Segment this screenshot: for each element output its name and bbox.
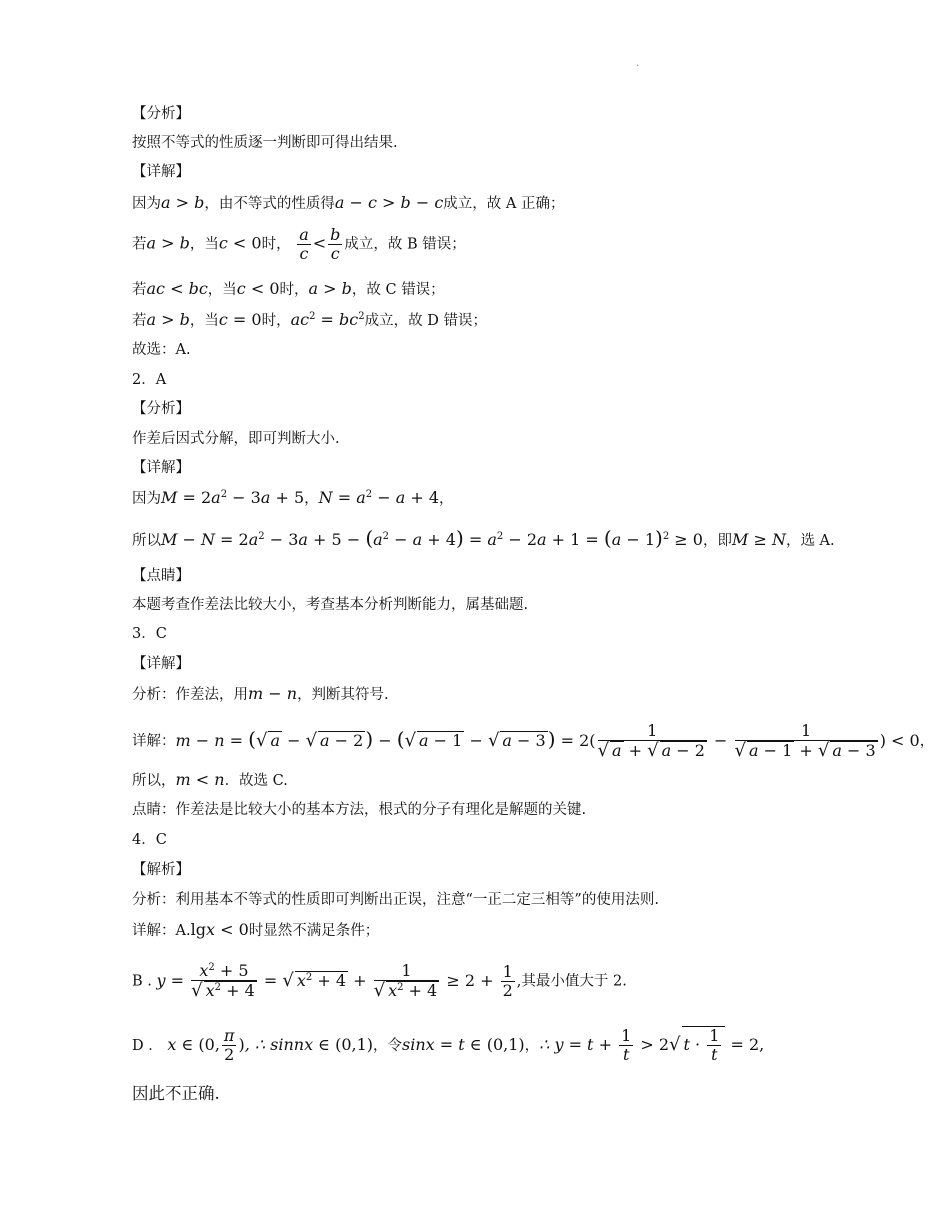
q3-line-2: 详解：m − n = (√ a − √ a − 2 ) − (√ a − 1 − √ a − 3 ) = 2( $\frac{1}{√ a + √ a - 2}$ − $\frac{1}{√ a - 1 + √ a - 3}$ ) < 0，: [132, 721, 934, 761]
q1-analysis-tag: 【分析】: [132, 106, 190, 122]
math-a-gt-b: a > b: [161, 193, 205, 212]
q4-line-5: 因此不正确.: [132, 1084, 220, 1103]
q3-number: 3．C: [132, 626, 167, 642]
fraction-b-over-c: $\frac{b}{c}$: [330, 225, 341, 263]
q2-comment-text: 本题考查作差法比较大小，考查基本分析判断能力，属基础题.: [132, 597, 529, 613]
corner-mark: .: [636, 58, 640, 69]
q3-detail-tag: 【详解】: [132, 656, 190, 672]
q3-line-4: 点睛：作差法是比较大小的基本方法，根式的分子有理化是解题的关键.: [132, 802, 587, 818]
q1-answer: 故选：A.: [132, 342, 191, 358]
fraction-a-over-c: $\frac{a}{c}$: [299, 225, 309, 263]
q2-analysis-tag: 【分析】: [132, 401, 190, 417]
q2-detail-tag: 【详解】: [132, 460, 190, 476]
q4-analysis-tag: 【解析】: [132, 862, 190, 878]
q1-analysis-text: 按照不等式的性质逐一判断即可得出结果.: [132, 135, 398, 151]
q2-detail-line-1: 因为$M = 2a^2 - 3a + 5$，$N = a^2 - a + 4$，: [132, 488, 454, 507]
q2-detail-line-2: 所以$M - N = 2a^2 - 3a + 5 - (a^2 - a + 4) = a^2 - 2a + 1 = (a - 1)^2 \ge 0$，即M ≥ N，选 A.: [132, 526, 835, 550]
q4-line-4: D ． x ∈ (0, $\frac{\pi}{2}$ ), ∴ sinnx ∈ (0,1)，令sinx = t ∈ (0,1)，∴ y = t + $\frac{1}{t}$ > 2√ t · $\frac{1}{t}$ = 2,: [132, 1026, 765, 1064]
q2-comment-tag: 【点睛】: [132, 568, 190, 584]
q4-line-2: 详解：A.lgx < 0时显然不满足条件；: [132, 920, 380, 939]
math-m-minus-n-radicals: m − n = (√ a − √ a − 2 ) − (√ a − 1 − √ a − 3 ) = 2( $\frac{1}{√ a + √ a - 2}$ − $\frac{1}{√ a - 1 + √ a - 3}$ ) < 0: [175, 721, 920, 761]
q4-line-1: 分析：利用基本不等式的性质即可判断出正误，注意“一正二定三相等”的使用法则.: [132, 892, 659, 908]
math-a-minus-c-gt-b-minus-c: a − c > b − c: [334, 193, 444, 212]
q1-detail-tag: 【详解】: [132, 164, 190, 180]
math-m-minus-n: $M - N = 2a^2 - 3a + 5 - (a^2 - a + 4) = a^2 - 2a + 1 = (a - 1)^2 \ge 0$: [161, 526, 703, 550]
q1-detail-line-2: 若a > b，当c < 0时， $\frac{a}{c}$ < $\frac{b}{c}$ 成立，故 B 错误；: [132, 225, 466, 263]
q2-analysis-text: 作差后因式分解，即可判断大小.: [132, 431, 340, 447]
q4-number: 4．C: [132, 832, 167, 848]
math-y-expression: y = $\frac{x^2 + 5}{√ x^2 + 4}$ = √ $x^2 + 4$ + $\frac{1}{√ x^2 + 4}$ ≥ 2 + $\frac{1}{2}$: [156, 961, 513, 1001]
q1-detail-line-1: 因为a > b，由不等式的性质得a − c > b − c成立，故 A 正确；: [132, 193, 565, 212]
q1-detail-line-3: 若ac < bc，当c < 0时，a > b，故 C 错误；: [132, 279, 445, 298]
q3-line-3: 所以，m < n．故选 C.: [132, 770, 288, 789]
q3-line-1: 分析：作差法，用m − n，判断其符号.: [132, 684, 389, 703]
q2-number: 2．A: [132, 372, 167, 388]
q1-detail-line-4: 若a > b，当c = 0时，$ac^2 = bc^2$成立，故 D 错误；: [132, 310, 487, 329]
q4-line-3: B . y = $\frac{x^2 + 5}{√ x^2 + 4}$ = √ $x^2 + 4$ + $\frac{1}{√ x^2 + 4}$ ≥ 2 + $\frac{1}{2}$ ,其最小值大于 2.: [132, 961, 627, 1001]
